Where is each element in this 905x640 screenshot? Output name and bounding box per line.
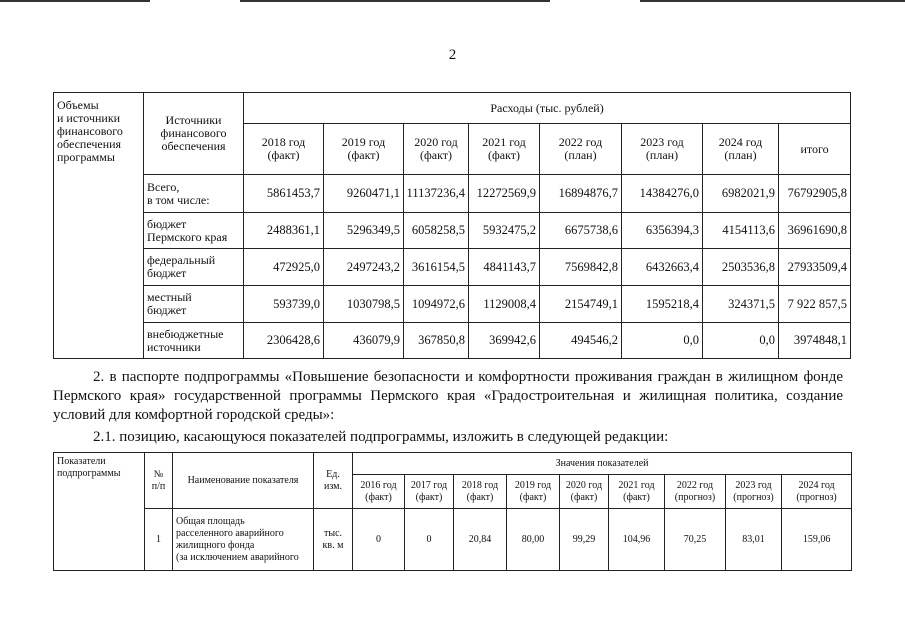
value-cell: 367850,8	[404, 323, 469, 359]
year-header: 2024 год (прогноз)	[782, 475, 852, 509]
year-header: 2021 год (факт)	[609, 475, 665, 509]
value-cell: 76792905,8	[779, 175, 851, 213]
unit-header: Ед. изм.	[314, 453, 353, 509]
scan-edge-line	[240, 0, 550, 2]
value-cell: 4154113,6	[703, 213, 779, 249]
value-cell: 70,25	[665, 509, 726, 571]
value-cell: 5296349,5	[324, 213, 404, 249]
value-cell: 9260471,1	[324, 175, 404, 213]
value-cell: 2306428,6	[244, 323, 324, 359]
row-number: 1	[145, 509, 173, 571]
value-cell: 4841143,7	[469, 249, 540, 286]
table-row	[54, 323, 851, 359]
value-cell: 6675738,6	[540, 213, 622, 249]
value-cell: 83,01	[726, 509, 782, 571]
amendment-subparagraph: 2.1. позицию, касающуюся показателей подпрограммы, изложить в следующей редакции:	[93, 429, 669, 445]
row-label: федеральный бюджет	[144, 249, 244, 286]
value-cell: 5861453,7	[244, 175, 324, 213]
value-cell: 12272569,9	[469, 175, 540, 213]
value-cell: 3616154,5	[404, 249, 469, 286]
table-row	[54, 286, 851, 323]
amendment-paragraph: 2. в паспорте подпрограммы «Повышение безопасности и комфортности проживания граждан в жилищном фонде Пермского края» государственной программы Пермского края «Градостроительная и жилищная политика, создание условий для комфортной городской среды»:	[53, 369, 843, 423]
year-header: 2019 год (факт)	[507, 475, 560, 509]
value-cell: 0	[353, 509, 405, 571]
value-cell: 2488361,1	[244, 213, 324, 249]
year-header: 2018 год (факт)	[244, 124, 324, 175]
value-cell: 2503536,8	[703, 249, 779, 286]
value-cell: 2497243,2	[324, 249, 404, 286]
row-label: Всего, в том числе:	[144, 175, 244, 213]
row-label: внебюджетные источники	[144, 323, 244, 359]
program-financing-label: Объемы и источники финансового обеспечения программы	[54, 93, 144, 359]
scan-edge-line	[0, 0, 150, 2]
value-cell: 0	[405, 509, 454, 571]
value-cell: 7 922 857,5	[779, 286, 851, 323]
value-cell: 6432663,4	[622, 249, 703, 286]
value-cell: 3974848,1	[779, 323, 851, 359]
total-header: итого	[779, 124, 851, 175]
value-cell: 593739,0	[244, 286, 324, 323]
indicators-label: Показатели подпрограммы	[54, 453, 145, 571]
value-cell: 5932475,2	[469, 213, 540, 249]
value-cell: 7569842,8	[540, 249, 622, 286]
value-cell: 436079,9	[324, 323, 404, 359]
value-cell: 6058258,5	[404, 213, 469, 249]
table-row	[54, 249, 851, 286]
value-cell: 324371,5	[703, 286, 779, 323]
year-header: 2021 год (факт)	[469, 124, 540, 175]
value-cell: 159,06	[782, 509, 852, 571]
year-header: 2023 год (план)	[622, 124, 703, 175]
scan-edge-line	[640, 0, 905, 2]
value-cell: 16894876,7	[540, 175, 622, 213]
year-header: 2018 год (факт)	[454, 475, 507, 509]
financing-table	[53, 92, 851, 359]
value-cell: 36961690,8	[779, 213, 851, 249]
table-row	[54, 509, 852, 571]
unit-cell: тыс. кв. м	[314, 509, 353, 571]
indicator-name: Общая площадь расселенного аварийного жилищного фонда (за исключением аварийного	[173, 509, 314, 571]
value-cell: 27933509,4	[779, 249, 851, 286]
year-header: 2023 год (прогноз)	[726, 475, 782, 509]
value-cell: 99,29	[560, 509, 609, 571]
year-header: 2019 год (факт)	[324, 124, 404, 175]
page-number: 2	[448, 47, 457, 63]
year-header: 2017 год (факт)	[405, 475, 454, 509]
value-cell: 6356394,3	[622, 213, 703, 249]
value-cell: 1595218,4	[622, 286, 703, 323]
indicators-table	[53, 452, 852, 571]
value-cell: 14384276,0	[622, 175, 703, 213]
value-cell: 494546,2	[540, 323, 622, 359]
table-row	[54, 213, 851, 249]
value-cell: 2154749,1	[540, 286, 622, 323]
value-cell: 472925,0	[244, 249, 324, 286]
number-header: № п/п	[145, 453, 173, 509]
expenses-header: Расходы (тыс. рублей)	[244, 93, 851, 124]
year-header: 2020 год (факт)	[560, 475, 609, 509]
value-cell: 20,84	[454, 509, 507, 571]
value-cell: 6982021,9	[703, 175, 779, 213]
row-label: бюджет Пермского края	[144, 213, 244, 249]
year-header: 2016 год (факт)	[353, 475, 405, 509]
row-label: местный бюджет	[144, 286, 244, 323]
year-header: 2024 год (план)	[703, 124, 779, 175]
value-cell: 11137236,4	[404, 175, 469, 213]
year-header: 2022 год (план)	[540, 124, 622, 175]
year-header: 2022 год (прогноз)	[665, 475, 726, 509]
value-cell: 369942,6	[469, 323, 540, 359]
values-header: Значения показателей	[353, 453, 852, 475]
value-cell: 0,0	[622, 323, 703, 359]
value-cell: 0,0	[703, 323, 779, 359]
year-header: 2020 год (факт)	[404, 124, 469, 175]
value-cell: 1094972,6	[404, 286, 469, 323]
indicator-name-header: Наименование показателя	[173, 453, 314, 509]
value-cell: 104,96	[609, 509, 665, 571]
value-cell: 1129008,4	[469, 286, 540, 323]
value-cell: 80,00	[507, 509, 560, 571]
value-cell: 1030798,5	[324, 286, 404, 323]
table-row	[54, 175, 851, 213]
sources-header: Источники финансового обеспечения	[144, 93, 244, 175]
